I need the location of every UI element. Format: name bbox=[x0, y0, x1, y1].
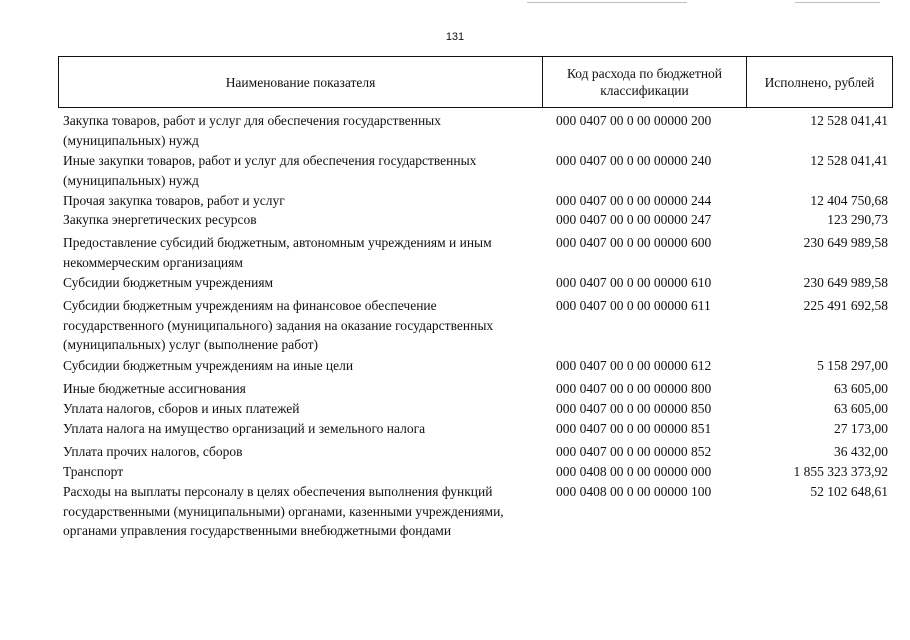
row-name: Иные бюджетные ассигнования bbox=[63, 381, 246, 396]
row-code: 000 0407 00 0 00 00000 247 bbox=[556, 212, 712, 227]
row-amount: 36 432,00 bbox=[834, 444, 888, 459]
row-name: Прочая закупка товаров, работ и услуг bbox=[63, 193, 285, 208]
header-amount: Исполнено, рублей bbox=[764, 74, 875, 90]
row-name: Субсидии бюджетным учреждениям bbox=[63, 275, 274, 290]
row-code: 000 0407 00 0 00 00000 612 bbox=[556, 358, 712, 373]
top-scan-rule-left bbox=[527, 2, 687, 3]
row-code: 000 0407 00 0 00 00000 852 bbox=[556, 444, 712, 459]
row-name: Субсидии бюджетным учреждениям на финансовое обеспечение государственного (муниципального) задания на оказание государственных (муниципальных) услуг (выполнение работ) bbox=[63, 298, 494, 352]
row-amount: 52 102 648,61 bbox=[810, 484, 888, 499]
row-amount: 230 649 989,58 bbox=[803, 275, 888, 290]
row-amount: 12 404 750,68 bbox=[810, 193, 888, 208]
row-name: Уплата налогов, сборов и иных платежей bbox=[63, 401, 300, 416]
row-code: 000 0407 00 0 00 00000 244 bbox=[556, 193, 712, 208]
row-name: Транспорт bbox=[63, 464, 124, 479]
row-code: 000 0407 00 0 00 00000 600 bbox=[556, 235, 712, 250]
row-code: 000 0408 00 0 00 00000 000 bbox=[556, 464, 712, 479]
table-header bbox=[58, 56, 893, 108]
row-code: 000 0407 00 0 00 00000 800 bbox=[556, 381, 712, 396]
row-amount: 12 528 041,41 bbox=[810, 153, 888, 168]
row-code: 000 0407 00 0 00 00000 240 bbox=[556, 153, 712, 168]
row-amount: 63 605,00 bbox=[834, 401, 888, 416]
row-code: 000 0407 00 0 00 00000 611 bbox=[556, 298, 711, 313]
row-code: 000 0407 00 0 00 00000 200 bbox=[556, 113, 712, 128]
row-name: Закупка товаров, работ и услуг для обеспечения государственных (муниципальных) нужд bbox=[63, 113, 442, 148]
row-amount: 230 649 989,58 bbox=[803, 235, 888, 250]
row-amount: 225 491 692,58 bbox=[803, 298, 888, 313]
row-amount: 27 173,00 bbox=[834, 421, 888, 436]
top-scan-rule-right bbox=[795, 2, 880, 3]
row-amount: 12 528 041,41 bbox=[810, 113, 888, 128]
row-name: Предоставление субсидий бюджетным, автономным учреждениям и иным некоммерческим организациям bbox=[63, 235, 492, 270]
row-name: Уплата налога на имущество организаций и земельного налога bbox=[63, 421, 426, 436]
row-name: Расходы на выплаты персоналу в целях обеспечения выполнения функций государственными (муниципальными) органами, казенными учреждениями, органами управления государственными внебюджетными фондами bbox=[63, 484, 504, 538]
row-code: 000 0407 00 0 00 00000 610 bbox=[556, 275, 712, 290]
row-name: Уплата прочих налогов, сборов bbox=[63, 444, 243, 459]
row-name: Закупка энергетических ресурсов bbox=[63, 212, 257, 227]
row-name: Иные закупки товаров, работ и услуг для обеспечения государственных (муниципальных) нужд bbox=[63, 153, 477, 188]
page-number: 131 bbox=[445, 31, 465, 43]
row-amount: 63 605,00 bbox=[834, 381, 888, 396]
row-code: 000 0408 00 0 00 00000 100 bbox=[556, 484, 712, 499]
header-code: Код расхода по бюджетной классификации bbox=[543, 57, 747, 107]
row-amount: 123 290,73 bbox=[827, 212, 888, 227]
row-code: 000 0407 00 0 00 00000 850 bbox=[556, 401, 712, 416]
row-code: 000 0407 00 0 00 00000 851 bbox=[556, 421, 712, 436]
header-name: Наименование показателя bbox=[59, 57, 543, 107]
row-amount: 1 855 323 373,92 bbox=[793, 464, 888, 479]
row-name: Субсидии бюджетным учреждениям на иные цели bbox=[63, 358, 354, 373]
row-amount: 5 158 297,00 bbox=[817, 358, 888, 373]
